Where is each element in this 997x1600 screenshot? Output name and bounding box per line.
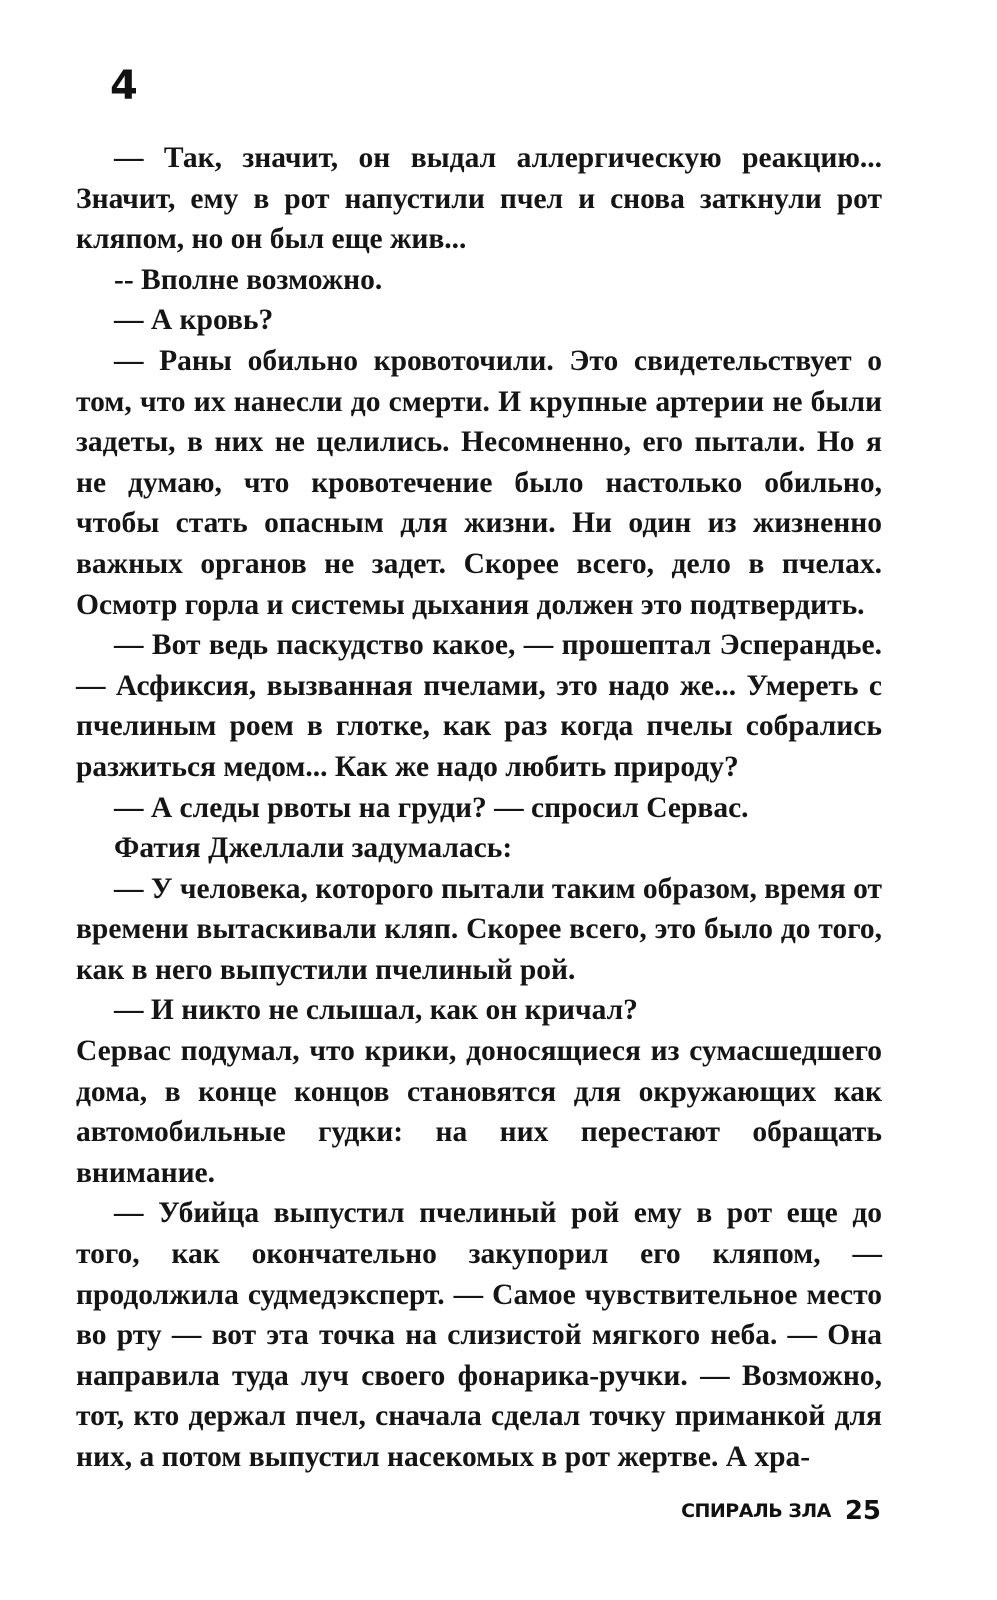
paragraph: — А следы рвоты на груди? — спросил Сервас. [114,791,749,824]
paragraph: Сервас подумал, что крики, доносящиеся из сумасшедшего дома, в конце концов становятся для окружающих как автомобильные гудки: на них перестают обращать внимание. [76,1035,882,1189]
paragraph: — Убийца выпустил пчелиный рой ему в рот еще до того, как окончательно закупорил его кляпом, — продолжила судмедэксперт. — Самое чувствительное место во рту — вот эта точка на слизистой мягкого неба. — Она направила туда луч своего фонарика-ручки. — Возможно, тот, кто держал пчел, сначала сделал точку приманкой для них, а потом выпустил насекомых в рот жертве. А хра- [76,1197,882,1473]
paragraph: — А кровь? [114,304,274,337]
paragraph: — Вот ведь паскудство какое, — прошептал Эсперандье. — Асфиксия, вызванная пчелами, это надо же... Умереть с пчелиным роем в глотке, как раз когда пчелы собрались разжиться медом... Как же надо любить природу? [76,629,882,783]
page-number: 25 [844,1496,881,1526]
running-footer [681,1496,881,1526]
chapter-number: 4 [110,63,138,109]
paragraph: -- Вполне возможно. [114,263,383,296]
paragraph: Фатия Джеллали задумалась: [114,832,513,865]
book-title: СПИРАЛЬ ЗЛА [681,1500,831,1522]
paragraph: — И никто не слышал, как он кричал? [114,994,638,1027]
paragraph: — У человека, которого пытали таким образом, время от времени вытаскивали кляп. Скорее всего, это было до того, как в него выпустили пчелиный рой. [76,872,882,986]
paragraph: — Раны обильно кровоточили. Это свидетельствует о том, что их нанесли до смерти. И крупные артерии не были задеты, в них не целились. Несомненно, его пытали. Но я не думаю, что кровотечение было настолько обильно, чтобы стать опасным для жизни. Ни один из жизненно важных органов не задет. Скорее всего, дело в пчелах. Осмотр горла и системы дыхания должен это подтвердить. [76,344,882,621]
paragraph: — Так, значит, он выдал аллергическую реакцию... Значит, ему в рот напустили пчел и снова заткнули рот кляпом, но он был еще жив... [76,142,882,256]
body-text [76,138,882,1478]
